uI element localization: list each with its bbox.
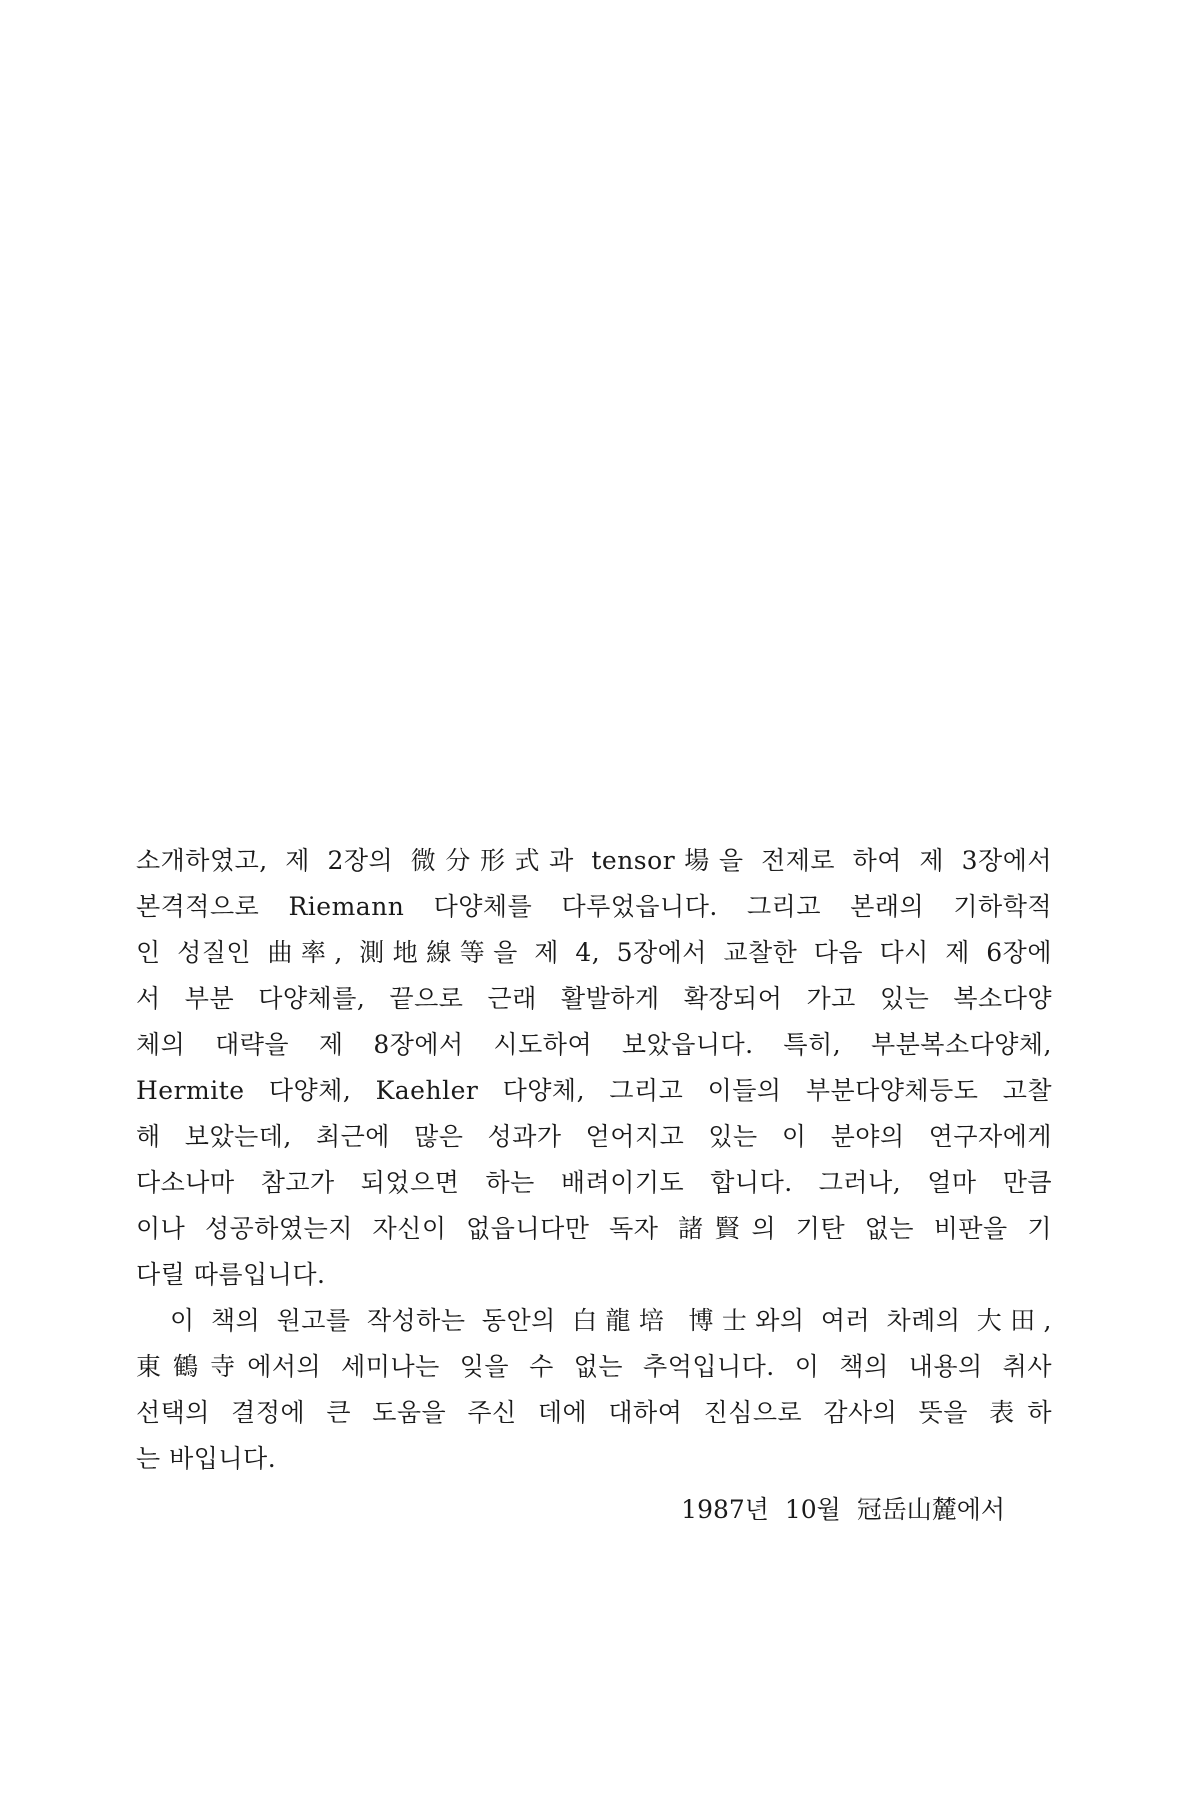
paragraph-1 bbox=[136, 838, 1052, 1298]
text-line: 다소나마 참고가 되었으면 하는 배려이기도 합니다. 그러나, 얼마 만큼 bbox=[136, 1168, 1052, 1197]
text-line: 東鶴寺에서의 세미나는 잊을 수 없는 추억입니다. 이 책의 내용의 취사 bbox=[136, 1352, 1052, 1381]
text-line: 는 바입니다. bbox=[136, 1444, 277, 1473]
text-line: 소개하였고, 제 2장의 微分形式과 tensor場을 전제로 하여 제 3장에서 bbox=[136, 846, 1052, 875]
text-line: 본격적으로 Riemann 다양체를 다루었읍니다. 그리고 본래의 기하학적 bbox=[136, 892, 1052, 921]
text-line: 이 책의 원고를 작성하는 동안의 白龍培 博士와의 여러 차례의 大田, bbox=[170, 1306, 1052, 1335]
preface-body bbox=[136, 838, 1052, 1482]
text-line: 선택의 결정에 큰 도움을 주신 데에 대하여 진심으로 감사의 뜻을 表하 bbox=[136, 1398, 1052, 1427]
text-line: 이나 성공하였는지 자신이 없읍니다만 독자 諸賢의 기탄 없는 비판을 기 bbox=[136, 1214, 1052, 1243]
text-line: Hermite 다양체, Kaehler 다양체, 그리고 이들의 부분다양체등도 고찰 bbox=[136, 1076, 1052, 1105]
text-line: 서 부분 다양체를, 끝으로 근래 활발하게 확장되어 가고 있는 복소다양 bbox=[136, 984, 1052, 1013]
text-line: 해 보았는데, 최근에 많은 성과가 얻어지고 있는 이 분야의 연구자에게 bbox=[136, 1122, 1052, 1151]
paragraph-2 bbox=[136, 1298, 1052, 1482]
text-line: 다릴 따름입니다. bbox=[136, 1260, 326, 1289]
date-place-signature: 1987년 10월 冠岳山麓에서 bbox=[681, 1495, 1005, 1524]
text-line: 체의 대략을 제 8장에서 시도하여 보았읍니다. 특히, 부분복소다양체, bbox=[136, 1030, 1052, 1059]
text-line: 인 성질인 曲率, 測地線等을 제 4, 5장에서 교찰한 다음 다시 제 6장에 bbox=[136, 938, 1052, 967]
